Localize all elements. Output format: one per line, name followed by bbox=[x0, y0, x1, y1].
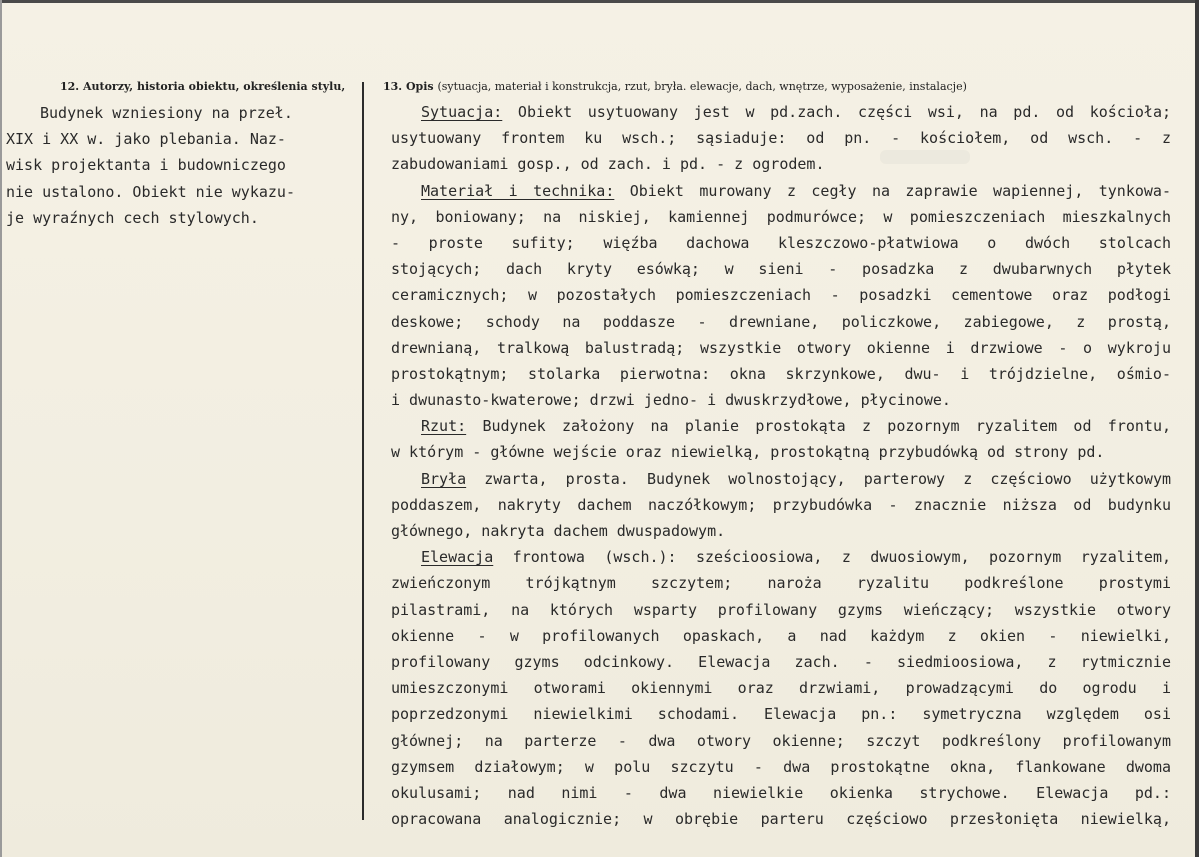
text-line: umieszczonymi otworami okiennymi oraz drzwiami, prowadzącymi do ogrodu i bbox=[391, 679, 1171, 698]
scan-edge-left bbox=[0, 0, 2, 857]
text-line: wisk projektanta i budowniczego bbox=[6, 156, 286, 175]
label-sytuacja: Sytuacja: bbox=[421, 103, 503, 121]
text-line: okienne - w profilowanych opaskach, a nad każdym z okien - niewielki, bbox=[391, 626, 1171, 645]
text-line: w którym - główne wejście oraz niewielką, prostokątną przybudówką od strony pd. bbox=[391, 443, 1105, 462]
label-elewacja: Elewacja bbox=[421, 548, 494, 567]
text-line: ceramicznych; w pozostałych pomieszczeniach - posadzki cementowe oraz podłogi bbox=[391, 286, 1171, 305]
text-line: zabudowaniami gosp., od zach. i pd. - z ogrodem. bbox=[391, 155, 825, 174]
text-line: Obiekt usytuowany jest w pd.zach. części wsi, na pd. od kościoła; bbox=[517, 103, 1172, 121]
section-12-heading: 12. Autorzy, historia obiektu, określenia stylu, bbox=[60, 80, 346, 93]
column-divider bbox=[362, 82, 364, 820]
text-line: usytuowany frontem ku wsch.; sąsiaduje: od pn. - kościołem, od wsch. - z bbox=[391, 129, 1171, 148]
scan-edge-right bbox=[1195, 0, 1199, 857]
text-line: zwieńczonym trójkątnym szczytem; naroża ryzalitu podkreślone prostymi bbox=[391, 574, 1171, 593]
text-line: drewnianą, tralkową balustradą; wszystkie otwory okienne i drzwiowe - o wykroju bbox=[391, 338, 1171, 357]
text-line: je wyraźnych cech stylowych. bbox=[6, 208, 259, 227]
paragraph-elewacja-line bbox=[391, 544, 1171, 570]
text-line: głównego, nakryta dachem dwuspadowym. bbox=[391, 522, 726, 540]
text-line: XIX i XX w. jako plebania. Naz- bbox=[6, 130, 286, 149]
label-rzut: Rzut: bbox=[421, 417, 467, 436]
text-line: frontowa (wsch.): sześcioosiowa, z dwuosiowym, pozornym ryzalitem, bbox=[512, 548, 1172, 567]
paragraph-sytuacja-line bbox=[391, 99, 1171, 125]
text-line: gzymsem działowym; w polu szczytu - dwa prostokątne okna, flankowane dwoma bbox=[391, 757, 1171, 776]
text-line: nie ustalono. Obiekt nie wykazu- bbox=[6, 182, 295, 201]
text-line: poprzedzonymi niewielkimi schodami. Elewacja pn.: symetryczna względem osi bbox=[391, 705, 1171, 724]
scan-edge-top bbox=[0, 0, 1199, 3]
text-line: profilowany gzyms odcinkowy. Elewacja zach. - siedmioosiowa, z rytmicznie bbox=[391, 652, 1171, 671]
text-line: głównej; na parterze - dwa otwory okienne; szczyt podkreślony profilowanym bbox=[391, 731, 1171, 750]
text-line: deskowe; schody na poddasze - drewniane, policzkowe, zabiegowe, z prostą, bbox=[391, 312, 1171, 331]
paragraph-rzut-line bbox=[391, 413, 1171, 439]
text-line: stojących; dach kryty esówką; w sieni - posadzka z dwubarwnych płytek bbox=[391, 260, 1171, 279]
section-13-number: 13. Opis bbox=[383, 80, 434, 93]
text-line: pilastrami, na których wsparty profilowany gzyms wieńczący; wszystkie otwory bbox=[391, 600, 1171, 619]
text-line: poddaszem, nakryty dachem naczółkowym; przybudówka - znacznie niższa od budynku bbox=[391, 495, 1171, 514]
text-line: zwarta, prosta. Budynek wolnostojący, parterowy z częściowo użytkowym bbox=[484, 469, 1172, 488]
text-line: - proste sufity; więźba dachowa kleszczowo-płatwiowa o dwóch stolcach bbox=[391, 233, 1171, 252]
text-line: ny, boniowany; na niskiej, kamiennej podmurówce; w pomieszczeniach mieszkalnych bbox=[391, 207, 1171, 226]
text-line: Obiekt murowany z cegły na zaprawie wapiennej, tynkowa- bbox=[629, 181, 1171, 200]
text-line: Budynek wzniesiony na przeł. bbox=[40, 104, 293, 122]
paragraph-bryla-line bbox=[391, 466, 1171, 492]
section-13-heading bbox=[383, 80, 967, 93]
text-line: okulusami; nad nimi - dwa niewielkie okienka strychowe. Elewacja pd.: bbox=[391, 783, 1171, 802]
text-line: prostokątnym; stolarka pierwotna: okna skrzynkowe, dwu- i trójdzielne, ośmio- bbox=[391, 364, 1171, 383]
section-13-subtitle: (sytuacja, materiał i konstrukcja, rzut, bryła. elewacje, dach, wnętrze, wyposażenie, instalacje) bbox=[437, 80, 967, 93]
label-bryla: Bryła bbox=[421, 469, 467, 488]
text-line: Budynek założony na planie prostokąta z pozornym ryzalitem od frontu, bbox=[482, 417, 1172, 436]
section-12-body bbox=[6, 100, 346, 231]
text-line: i dwunasto-kwaterowe; drzwi jedno- i dwuskrzydłowe, płycinowe. bbox=[391, 391, 951, 410]
paragraph-material-line bbox=[391, 178, 1171, 204]
text-line: opracowana analogicznie; w obrębie parteru częściowo przesłonięta niewielką, bbox=[391, 810, 1171, 829]
section-13-body bbox=[391, 99, 1171, 832]
label-material: Materiał i technika: bbox=[421, 181, 615, 200]
